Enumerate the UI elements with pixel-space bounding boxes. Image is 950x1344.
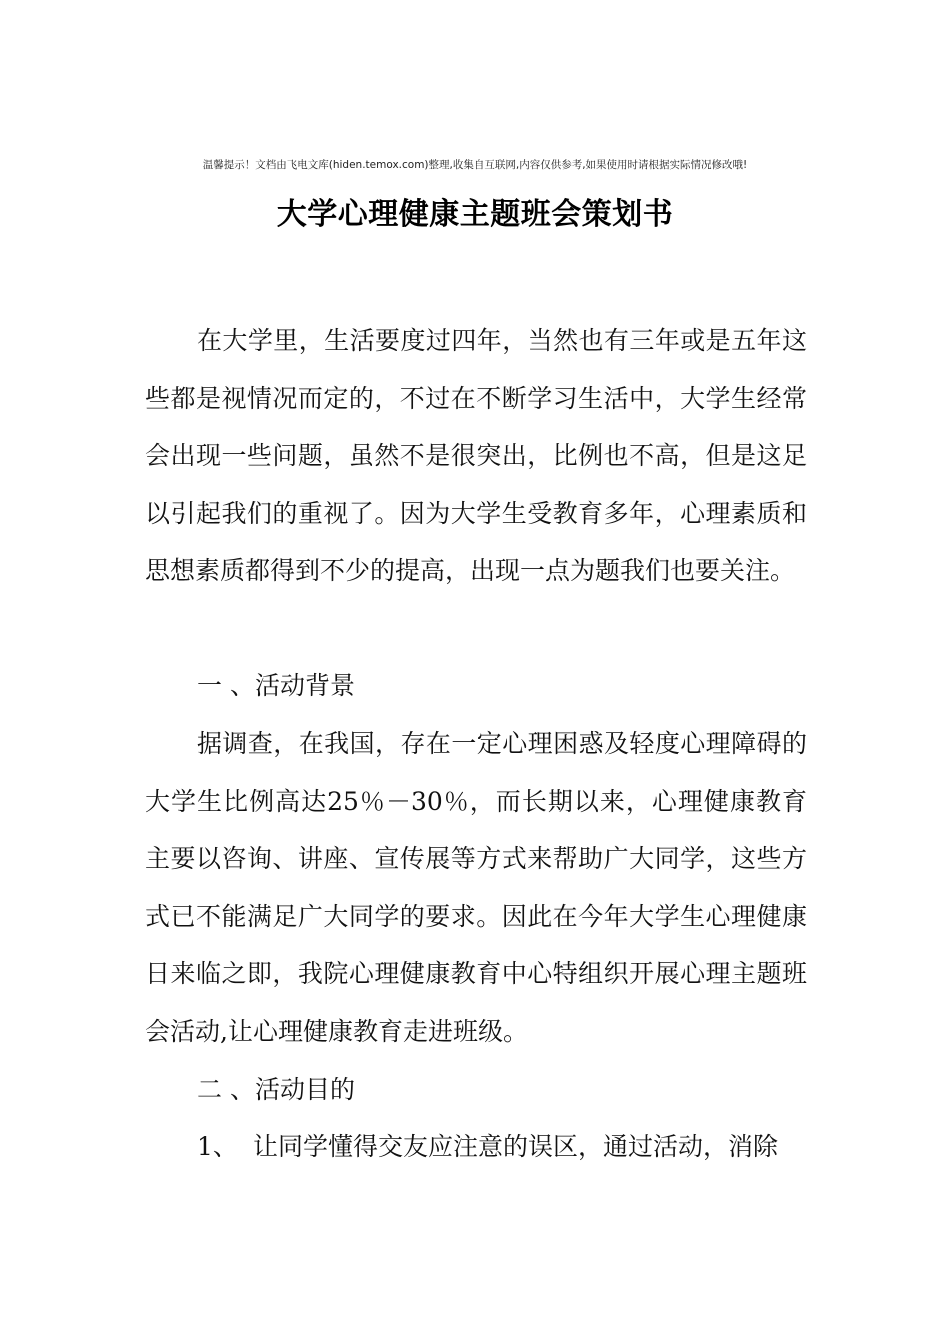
document-title: 大学心理健康主题班会策划书 [276, 197, 674, 232]
section1-heading: 一 、活动背景 [197, 671, 355, 700]
section1-paragraph: 据调查，在我国，存在一定心理困惑及轻度心理障碍的大学生比例高达25％－30％，而长期以来，心理健康教育主要以咨询、讲座、宣传展等方式来帮助广大同学，这些方式已不能满足广大同学的要求。因此在今年大学生心理健康日来临之即，我院心理健康教育中心特组织开展心理主题班会活动,让心理健康教育走进班级。 [145, 729, 807, 1046]
section1-body [145, 715, 807, 1060]
list-item [145, 1118, 807, 1176]
section2-heading: 二 、活动目的 [197, 1075, 355, 1104]
intro-paragraph: 在大学里，生活要度过四年，当然也有三年或是五年这些都是视情况而定的，不过在不断学习生活中，大学生经常会出现一些问题，虽然不是很突出，比例也不高，但是这足以引起我们的重视了。因为大学生受教育多年，心理素质和思想素质都得到不少的提高，出现一点为题我们也要关注。 [145, 326, 807, 585]
section2-block [145, 1061, 807, 1119]
intro-block [145, 312, 807, 600]
list-item-text: 让同学懂得交友应注意的误区，通过活动，消除 [253, 1132, 779, 1161]
notice-banner: 温馨提示！文档由飞电文库(hiden.temox.com)整理,收集自互联网,内容仅供参考,如果使用时请根据实际情况修改哦! [202, 159, 748, 171]
list-block [145, 1118, 807, 1176]
list-item-number: 1、 [197, 1132, 238, 1161]
section1-block [145, 657, 807, 715]
